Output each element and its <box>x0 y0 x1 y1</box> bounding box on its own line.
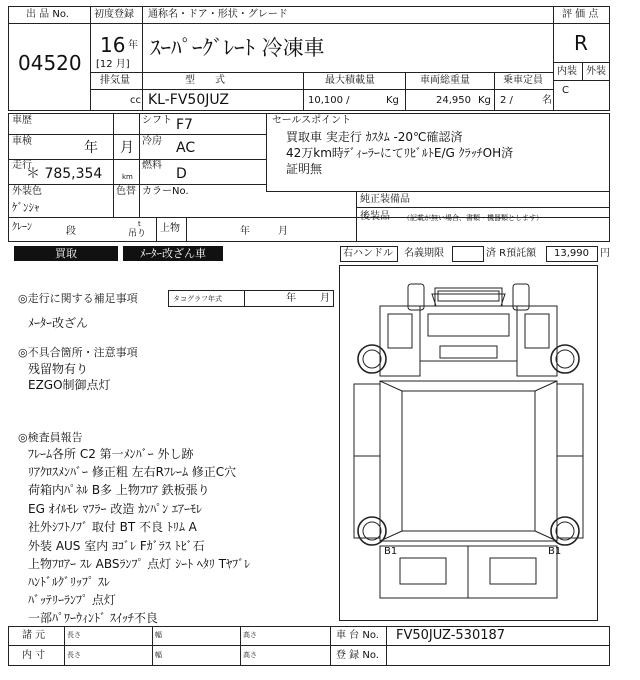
lot-label: 出 品 No. <box>26 9 69 20</box>
color-change-label: 色替 <box>116 186 136 197</box>
diagram-marker-right: B1 <box>548 546 562 557</box>
displacement-unit: cc <box>130 95 141 106</box>
defect-line-2: EZGO制御点灯 <box>28 378 111 392</box>
sales-point-line-1: 買取車 実走行 ｶｽﾀﾑ -20℃確認済 <box>286 130 463 144</box>
meter-tampered-badge: ﾒｰﾀｰ改ざん車 <box>123 246 223 261</box>
first-reg-year: 16 <box>100 33 126 57</box>
model-code: KL-FV50JUZ <box>148 92 229 108</box>
aftermarket-label: 後装品 <box>360 211 390 222</box>
first-reg-year-unit: 年 <box>128 40 138 51</box>
genuine-equipment-label: 純正装備品 <box>360 194 410 205</box>
tacho-month: 月 <box>320 293 330 304</box>
name-change-box <box>452 246 484 262</box>
gross-weight-label: 車両総重量 <box>420 75 470 86</box>
inner-dim-row-label: 内 寸 <box>22 650 46 661</box>
inspector-line: 荷箱内ﾊﾟﾈﾙ B多 上物ﾌﾛｱ 鉄板張り <box>28 483 210 497</box>
inspector-line: ﾊﾞｯﾃﾘｰﾗﾝﾌﾟ 点灯 <box>28 593 116 607</box>
width-label: 幅 <box>155 631 162 639</box>
tacho-label: タコグラフ年式 <box>173 295 222 303</box>
history-label: 車歴 <box>12 115 32 126</box>
inspection-year-unit: 年 <box>84 140 98 156</box>
driving-note: ﾒｰﾀｰ改ざん <box>28 316 89 330</box>
tacho-year: 年 <box>286 293 296 304</box>
lot-number: 04520 <box>18 51 82 75</box>
purchase-badge: 買取 <box>14 246 118 261</box>
diagram-marker-left: B1 <box>384 546 398 557</box>
color-value: ｹﾞﾝｼｬ <box>12 201 40 214</box>
height-label: 高さ <box>243 631 257 639</box>
chassis-number: FV50JUZ-530187 <box>396 628 506 643</box>
height-label-2: 高さ <box>243 651 257 659</box>
crane-unit: 段 <box>66 226 76 237</box>
vehicle-diagram <box>339 265 598 621</box>
score-value: R <box>574 31 588 55</box>
capacity-value: 2 / <box>500 95 513 106</box>
truck-outline-diagram <box>340 266 597 620</box>
loader-month: 月 <box>278 226 288 237</box>
fuel-label: 燃料 <box>142 160 162 171</box>
exterior-label: 外装 <box>586 66 606 77</box>
ac-label: 冷房 <box>142 136 162 147</box>
recycle-label: 済 R預託額 <box>486 248 537 259</box>
inspector-line: EG ｵｲﾙﾓﾚ ﾏﾌﾗｰ 改造 ｶﾝﾊﾟﾝ ｴｱｰﾓﾚ <box>28 502 202 516</box>
inspector-line: 一部ﾊﾟﾜｰｳｨﾝﾄﾞ ｽｲｯﾁ不良 <box>28 611 158 625</box>
fuel-value: D <box>176 166 187 182</box>
handle-label: 右ハンドル <box>343 248 393 259</box>
inspector-line: 上物ﾌﾛｱｰ ｽﾚ ABSﾗﾝﾌﾟ 点灯 ｼｰﾄ ﾍﾀﾘ Tﾔﾌﾞﾚ <box>28 557 251 571</box>
name-change-label: 名義期限 <box>404 248 444 259</box>
loader-year: 年 <box>240 226 250 237</box>
loader-label: 上物 <box>160 223 180 234</box>
gross-weight-unit: Kg <box>478 95 491 106</box>
inspector-line: ﾊﾝﾄﾞﾙｸﾞﾘｯﾌﾟ ｽﾚ <box>28 575 110 589</box>
registration-label: 登 録 No. <box>336 650 379 661</box>
chassis-label: 車 台 No. <box>336 630 379 641</box>
shift-label: シフト <box>142 115 172 126</box>
interior-label: 内装 <box>557 66 577 77</box>
displacement-label: 排気量 <box>100 75 130 86</box>
capacity-label: 乗車定員 <box>503 75 543 86</box>
width-label-2: 幅 <box>155 651 162 659</box>
color-no-label: カラーNo. <box>142 186 189 197</box>
length-label-2: 長さ <box>67 651 81 659</box>
max-load: 10,100 / <box>308 95 350 106</box>
name-label: 通称名・ドア・形状・グレード <box>148 9 288 20</box>
ac-value: AC <box>176 140 196 156</box>
inspector-line: ﾌﾚｰﾑ各所 C2 第一ﾒﾝﾊﾞｰ 外し跡 <box>28 447 194 461</box>
model-name: ｽｰﾊﾟｰｸﾞﾚｰﾄ 冷凍車 <box>150 36 325 60</box>
aftermarket-note: （記載が無い場合、書類・機器類とします） <box>403 214 543 222</box>
inspector-line: 外装 AUS 室内 ﾖｺﾞﾚ Fｶﾞﾗｽ ﾄﾋﾞ石 <box>28 539 205 553</box>
mileage-value: ＊ 785,354 <box>26 166 103 182</box>
mileage-label: 走行 <box>12 160 32 171</box>
inspector-header: ◎検査員報告 <box>18 431 83 444</box>
crane-t: t <box>138 220 141 228</box>
recycle-unit: 円 <box>600 248 610 259</box>
capacity-unit: 名 <box>542 95 552 106</box>
crane-hang: 吊り <box>128 229 147 239</box>
interior-score: C <box>562 85 569 96</box>
score-label: 評 価 点 <box>562 9 599 20</box>
sales-points-label: セールスポイント <box>272 115 352 126</box>
inspector-line: ﾘｱｸﾛｽﾒﾝﾊﾞｰ 修正粗 左右Rﾌﾚｰﾑ 修正C穴 <box>28 465 237 479</box>
max-load-unit: Kg <box>386 95 399 106</box>
sales-point-line-2: 42万km時ﾃﾞｨｰﾗｰにてﾘﾋﾞﾙﾄE/G ｸﾗｯﾁOH済 <box>286 146 514 160</box>
inspector-line: 社外ｼﾌﾄﾉﾌﾞ 取付 BT 不良 ﾄﾘﾑ A <box>28 520 197 534</box>
max-load-label: 最大積載量 <box>325 75 375 86</box>
length-label: 長さ <box>67 631 81 639</box>
shift-value: F7 <box>176 117 193 133</box>
first-reg-month: [12 月] <box>96 59 130 70</box>
model-code-label: 型 式 <box>185 75 225 86</box>
inspection-month-unit: 月 <box>120 140 134 156</box>
recycle-amount: 13,990 <box>554 248 589 259</box>
defect-line-1: 残留物有り <box>28 362 89 376</box>
sales-point-line-3: 証明無 <box>286 162 323 176</box>
inspection-label: 車検 <box>12 136 32 147</box>
footer-frame <box>8 626 610 666</box>
specs-row-label: 諸 元 <box>22 630 46 641</box>
driving-header: ◎走行に関する補足事項 <box>18 292 138 305</box>
crane-label: ｸﾚｰﾝ <box>12 222 32 233</box>
gross-weight: 24,950 <box>436 95 471 106</box>
first-reg-label: 初度登録 <box>94 9 134 20</box>
defect-header: ◎不具合箇所・注意事項 <box>18 346 138 359</box>
mileage-unit: km <box>122 173 133 181</box>
color-label: 外装色 <box>12 186 42 197</box>
